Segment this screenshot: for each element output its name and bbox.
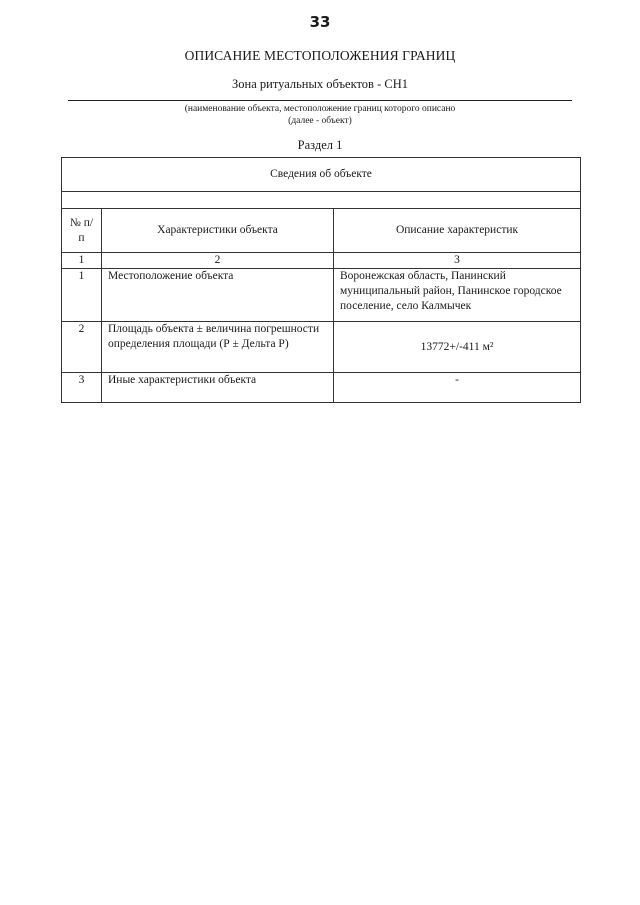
column-header-characteristic: Характеристики объекта (102, 209, 334, 253)
row-characteristic: Площадь объекта ± величина погрешности определения площади (Р ± Дельта Р) (102, 322, 334, 373)
page-number: 33 (309, 13, 331, 31)
object-name-underline (68, 100, 572, 101)
table-row (62, 269, 581, 322)
table-heading: Сведения об объекте (62, 158, 581, 192)
table-row (62, 322, 581, 373)
row-description: - (334, 373, 581, 403)
document-title: ОПИСАНИЕ МЕСТОПОЛОЖЕНИЯ ГРАНИЦ (184, 48, 456, 63)
row-number: 2 (62, 322, 102, 373)
row-number: 3 (62, 373, 102, 403)
row-description: Воронежская область, Панинский муниципальный район, Панинское городское поселение, село Калмычек (334, 269, 581, 322)
object-name-caption (0, 103, 640, 127)
caption-line-1: (наименование объекта, местоположение границ которого описано (184, 104, 456, 114)
row-number: 1 (62, 269, 102, 322)
row-characteristic: Местоположение объекта (102, 269, 334, 322)
table-spacer-row (62, 192, 581, 209)
section-title: Раздел 1 (297, 138, 343, 152)
row-characteristic: Иные характеристики объекта (102, 373, 334, 403)
column-number-1: 1 (62, 253, 102, 269)
column-number-3: 3 (334, 253, 581, 269)
table-row (62, 373, 581, 403)
object-info-table (61, 157, 581, 403)
caption-line-2: (далее - объект) (288, 116, 352, 126)
object-name: Зона ритуальных объектов - СН1 (232, 77, 408, 91)
column-number-2: 2 (102, 253, 334, 269)
column-header-description: Описание характеристик (334, 209, 581, 253)
column-header-number: № п/п (62, 209, 102, 253)
row-description: 13772+/-411 м² (334, 322, 581, 373)
